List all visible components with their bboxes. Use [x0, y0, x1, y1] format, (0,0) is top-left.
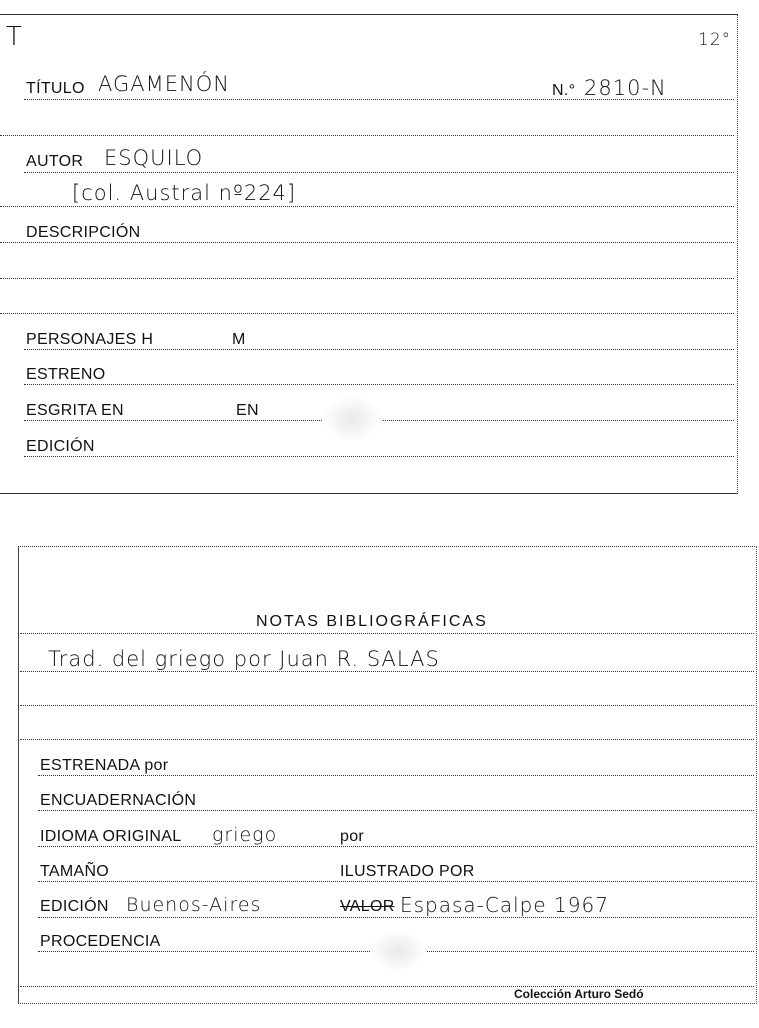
descripcion-label: DESCRIPCIÓN — [26, 224, 141, 241]
estrenada-label: ESTRENADA por — [40, 757, 169, 774]
escrita-en-label: EN — [236, 402, 259, 419]
blank-rule-6 — [20, 986, 754, 987]
notas-heading: NOTAS BIBLIOGRÁFICAS — [256, 613, 488, 630]
bibliographic-note: Trad. del griego por Juan R. SALAS — [48, 647, 440, 671]
valor-value: Espasa-Calpe 1967 — [400, 893, 609, 917]
tamano-label: TAMAÑO — [40, 863, 110, 880]
procedencia-label: PROCEDENCIA — [40, 933, 161, 950]
numero-value: 2810-N — [584, 76, 667, 100]
blank-rule-2 — [0, 278, 734, 279]
blank-rule-5 — [20, 739, 754, 740]
blank-rule-4 — [20, 705, 754, 706]
edicion-value: Buenos-Aires — [126, 894, 262, 916]
personajes-rule — [24, 349, 734, 350]
paper-smudge-bottom — [370, 930, 426, 972]
corner-letter: T — [6, 22, 23, 52]
note-rule — [20, 671, 754, 672]
titulo-label: TÍTULO — [26, 80, 85, 97]
ilustrado-label: ILUSTRADO POR — [340, 863, 475, 880]
valor-label: VALOR — [340, 898, 395, 915]
autor-label: AUTOR — [26, 153, 84, 170]
encuadernacion-label: ENCUADERNACIÓN — [40, 792, 197, 809]
autor-value: ESQUILO — [104, 146, 204, 170]
tamano-rule — [38, 881, 754, 882]
idioma-rule — [38, 846, 754, 847]
idioma-label: IDIOMA ORIGINAL — [40, 828, 182, 845]
estrenada-rule — [38, 775, 754, 776]
autor-note-rule — [0, 206, 734, 207]
estreno-label: ESTRENO — [26, 366, 106, 383]
notas-rule — [20, 633, 754, 634]
personajes-label: PERSONAJES H — [26, 331, 154, 348]
por-label: por — [340, 828, 365, 845]
paper-smudge — [322, 396, 382, 442]
autor-note: [col. Austral nº224] — [72, 181, 297, 205]
edicion-label-top: EDICIÓN — [26, 438, 95, 455]
edicion-rule-bottom — [38, 917, 754, 918]
numero-label: N.° — [552, 82, 576, 99]
escrita-label: ESGRITA EN — [26, 402, 124, 419]
edicion-rule-top — [24, 456, 734, 457]
personajes-m-label: M — [232, 331, 246, 348]
titulo-rule — [24, 99, 734, 100]
encuadernacion-rule — [38, 810, 754, 811]
blank-rule-1 — [0, 135, 734, 136]
edicion-label-bottom: EDICIÓN — [40, 898, 109, 915]
blank-rule-3 — [0, 313, 734, 314]
collection-footer: Colección Arturo Sedó — [514, 987, 644, 1001]
idioma-value: griego — [212, 824, 278, 846]
corner-number: 12° — [698, 30, 732, 50]
descripcion-rule — [0, 242, 734, 243]
estreno-rule — [24, 384, 734, 385]
titulo-value: AGAMENÓN — [98, 72, 230, 96]
autor-rule — [24, 172, 734, 173]
